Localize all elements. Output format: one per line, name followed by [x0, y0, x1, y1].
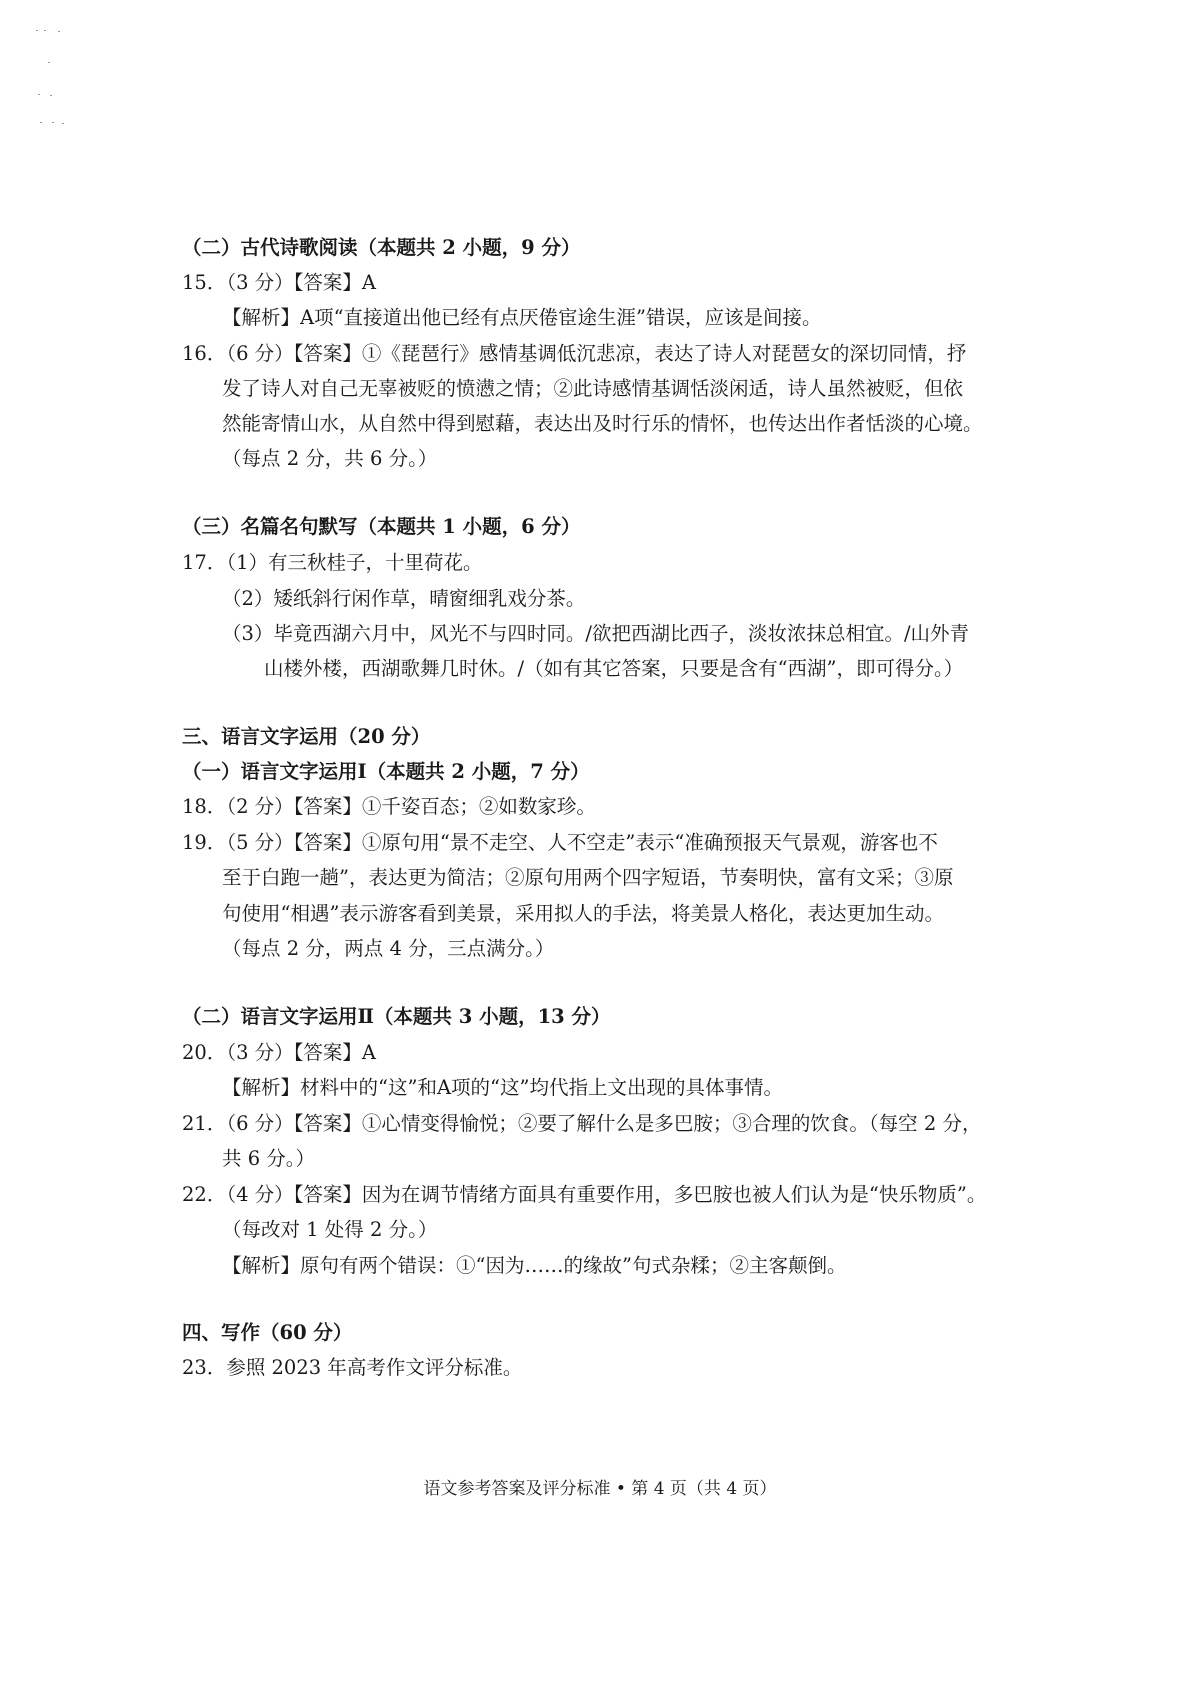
section-heading-poetry: （二）古代诗歌阅读（本题共 2 小题，9 分）	[182, 236, 581, 259]
q20-answer: 20．（3 分）【答案】A	[182, 1041, 377, 1064]
page-footer: 语文参考答案及评分标准 • 第 4 页（共 4 页）	[423, 1479, 777, 1499]
q17-part-2: （2）矮纸斜行闲作草，晴窗细乳戏分茶。	[222, 587, 586, 610]
q21-line-2: 共 6 分。）	[222, 1147, 316, 1170]
subsection-heading-language-use-1: （一）语言文字运用Ⅰ（本题共 2 小题，7 分）	[182, 760, 590, 783]
q22-line-2: （每改对 1 处得 2 分。）	[222, 1218, 438, 1241]
q15-answer: 15．（3 分）【答案】A	[182, 271, 377, 294]
q16-line-2: 发了诗人对自己无辜被贬的愤懑之情；②此诗感情基调恬淡闲适，诗人虽然被贬，但依	[222, 377, 964, 400]
q15-analysis: 【解析】A项“直接道出他已经有点厌倦宦途生涯”错误，应该是间接。	[222, 306, 822, 329]
q19-line-1: 19．（5 分）【答案】①原句用“景不走空、人不空走”表示“准确预报天气景观，游客也不	[182, 831, 938, 854]
q17-part-3-line-2: 山楼外楼，西湖歌舞几时休。/（如有其它答案，只要是含有“西湖”，即可得分。）	[264, 657, 964, 680]
section-heading-recitation: （三）名篇名句默写（本题共 1 小题，6 分）	[182, 515, 581, 538]
q19-line-3: 句使用“相遇”表示游客看到美景，采用拟人的手法，将美景人格化，表达更加生动。	[222, 902, 944, 925]
section-heading-language-use: 三、语言文字运用（20 分）	[182, 725, 431, 748]
q21-line-1: 21．（6 分）【答案】①心情变得愉悦；②要了解什么是多巴胺；③合理的饮食。（每空 2 分，	[182, 1112, 982, 1135]
q17-part-1: 17．（1）有三秋桂子，十里荷花。	[182, 551, 483, 574]
q17-part-3-line-1: （3）毕竟西湖六月中，风光不与四时同。/欲把西湖比西子，淡妆浓抹总相宜。/山外青	[222, 622, 970, 645]
q20-analysis: 【解析】材料中的“这”和A项的“这”均代指上文出现的具体事情。	[222, 1076, 783, 1099]
q16-line-4: （每点 2 分，共 6 分。）	[222, 447, 438, 470]
q19-line-2: 至于白跑一趟”，表达更为简洁；②原句用两个四字短语，节奏明快，富有文采；③原	[222, 866, 954, 889]
q18-answer: 18．（2 分）【答案】①千姿百态；②如数家珍。	[182, 795, 596, 818]
section-heading-writing: 四、写作（60 分）	[182, 1321, 353, 1344]
q19-line-4: （每点 2 分，两点 4 分，三点满分。）	[222, 937, 555, 960]
q23-answer: 23．参照 2023 年高考作文评分标准。	[182, 1356, 523, 1379]
q22-line-1: 22．（4 分）【答案】因为在调节情绪方面具有重要作用，多巴胺也被人们认为是“快乐物质”。	[182, 1183, 987, 1206]
subsection-heading-language-use-2: （二）语言文字运用Ⅱ（本题共 3 小题，13 分）	[182, 1005, 611, 1028]
q16-line-3: 然能寄情山水，从自然中得到慰藉，表达出及时行乐的情怀，也传达出作者恬淡的心境。	[222, 412, 983, 435]
q16-line-1: 16．（6 分）【答案】①《琵琶行》感情基调低沉悲凉，表达了诗人对琵琶女的深切同情，抒	[182, 342, 967, 365]
q22-analysis: 【解析】原句有两个错误：①“因为……的缘故”句式杂糅；②主客颠倒。	[222, 1254, 847, 1277]
